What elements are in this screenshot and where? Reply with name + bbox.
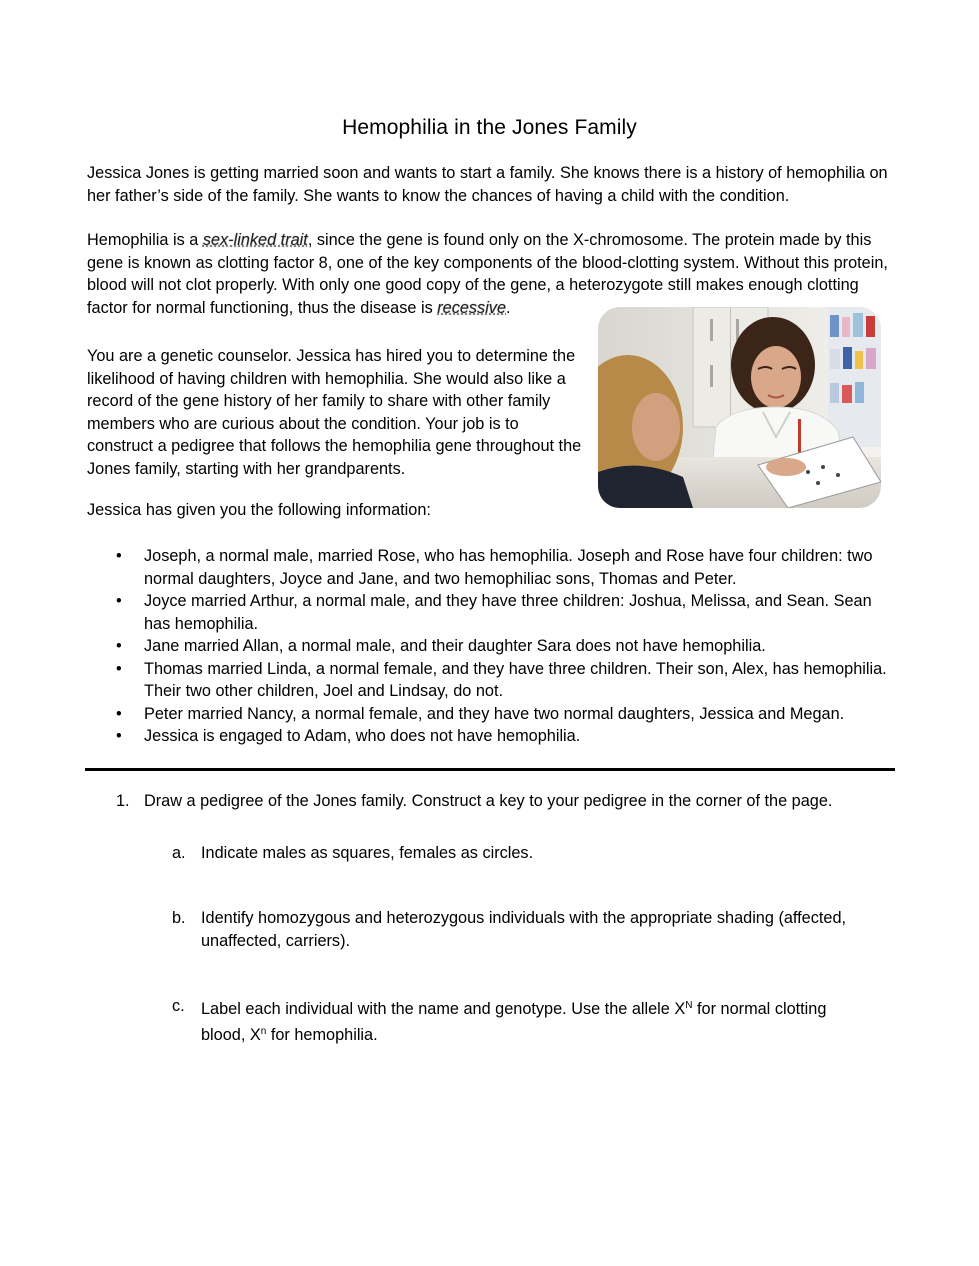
intro-paragraph: Jessica Jones is getting married soon and wants to start a family. She knows there is a history of hemophilia on her father’s side of the family. She wants to know the chances of having a child with the condition. <box>87 164 888 205</box>
family-info-list <box>87 545 897 748</box>
hemophilia-text-1: Hemophilia is a <box>87 231 203 249</box>
list-item-text: Joyce married Arthur, a normal male, and they have three children: Joshua, Melissa, and Sean. Sean has hemophilia. <box>144 592 872 633</box>
list-item-text: Jessica is engaged to Adam, who does not have hemophilia. <box>144 727 581 745</box>
question-1c <box>172 995 862 1046</box>
bullet-icon: • <box>116 547 122 565</box>
question-1c-text-2: for normal clotting blood, X <box>201 1000 827 1044</box>
sex-linked-trait-term: sex-linked trait <box>202 231 308 249</box>
question-1a-text: Indicate males as squares, females as circles. <box>201 844 534 862</box>
list-item <box>87 703 897 726</box>
question-1b-text: Identify homozygous and heterozygous individuals with the appropriate shading (affected, unaffected, carriers). <box>201 909 847 950</box>
question-text: Draw a pedigree of the Jones family. Construct a key to your pedigree in the corner of the page. <box>144 792 833 810</box>
allele-hemophilia-superscript: n <box>260 1025 267 1037</box>
counseling-photo-illustration <box>598 307 881 508</box>
hemophilia-paragraph <box>87 229 897 319</box>
question-1b <box>172 907 862 952</box>
counseling-photo <box>598 307 881 508</box>
hemophilia-text-2: , since the gene is found only on the X-chromosome. The protein made by this gene is known as clotting factor 8, one of the key components of the blood-clotting system. Without this protein, blood will not clot properly. With only one good copy of the gene, a heterozygote still makes enough clotting factor for normal functioning, thus the disease is <box>87 231 888 317</box>
section-divider <box>85 768 895 771</box>
bullet-icon: • <box>116 637 122 655</box>
bullet-icon: • <box>116 727 122 745</box>
question-number: 1. <box>116 792 130 810</box>
question-1a <box>172 842 862 865</box>
list-item <box>87 725 897 748</box>
recessive-term: recessive <box>437 298 507 317</box>
bullet-icon: • <box>116 704 122 723</box>
question-1c-text-3: for hemophilia. <box>266 1025 378 1044</box>
list-item <box>87 590 897 635</box>
list-item <box>87 545 897 590</box>
list-item <box>87 635 897 658</box>
counselor-paragraph: You are a genetic counselor. Jessica has hired you to determine the likelihood of having children with hemophilia. She would also like a record of the gene history of her family to share with other family members who are curious about the condition. Your job is to construct a pedigree that follows the hemophilia gene throughout the Jones family, starting with her grandparents. <box>87 347 582 478</box>
question-1a-label: a. <box>172 844 186 862</box>
question-1c-text-1: Label each individual with the name and genotype. Use the allele X <box>201 1000 686 1018</box>
list-item-text: Joseph, a normal male, married Rose, who has hemophilia. Joseph and Rose have four children: two normal daughters, Joyce and Jane, and two hemophiliac sons, Thomas and Peter. <box>144 547 873 588</box>
list-item <box>87 658 897 703</box>
list-item-text: Peter married Nancy, a normal female, and they have two normal daughters, Jessica and Megan. <box>144 704 845 723</box>
allele-normal-superscript: N <box>685 1000 693 1011</box>
question-1c-label: c. <box>172 997 185 1015</box>
list-item-text: Jane married Allan, a normal male, and their daughter Sara does not have hemophilia. <box>144 637 766 655</box>
list-item-text: Thomas married Linda, a normal female, and they have three children. Their son, Alex, has hemophilia. Their two other children, Joel and Lindsay, do not. <box>144 659 887 700</box>
info-intro: Jessica has given you the following information: <box>87 501 431 519</box>
hemophilia-text-3: . <box>506 298 511 317</box>
question-1b-label: b. <box>172 909 186 927</box>
question-1 <box>116 790 832 813</box>
bullet-icon: • <box>116 592 122 610</box>
question-1c-text <box>172 995 862 1046</box>
bullet-icon: • <box>116 659 122 678</box>
page-title: Hemophilia in the Jones Family <box>342 116 637 139</box>
